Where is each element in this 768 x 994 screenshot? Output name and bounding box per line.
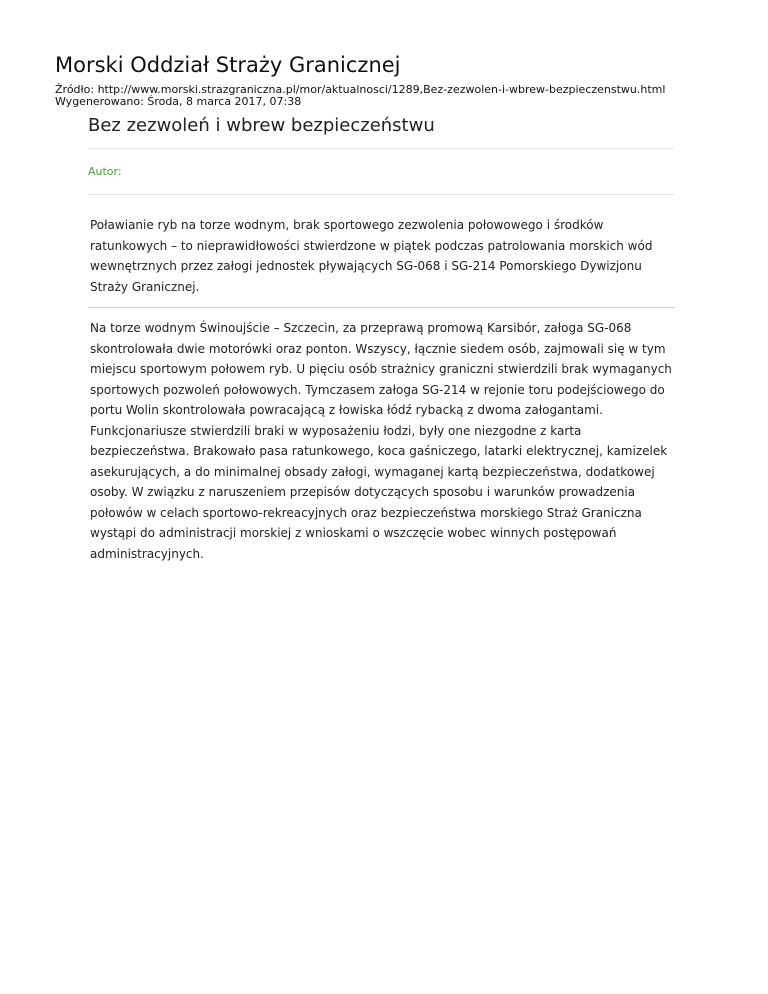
author-divider bbox=[88, 194, 674, 195]
author-label: Autor: bbox=[88, 165, 122, 178]
title-divider bbox=[88, 148, 674, 149]
generated-date: Wygenerowano: Środa, 8 marca 2017, 07:38 bbox=[55, 95, 302, 108]
article-body: Na torze wodnym Świnoujście – Szczecin, za przeprawą promową Karsibór, załoga SG-068 skontrolowała dwie motorówki oraz ponton. Wszyscy, łącznie siedem osób, zajmowali się w tym miejscu sportowym połowem ryb. U pięciu osób strażnicy graniczni stwierdzili brak wymaganych sportowych pozwoleń połowowych. Tymczasem załoga SG-214 w rejonie toru podejściowego do portu Wolin skontrolowała powracającą z łowiska łódź rybacką z dwoma załogantami. Funkcjonariusze stwierdzili braki w wyposażeniu łodzi, były one niezgodne z karta bezpieczeństwa. Brakowało pasa ratunkowego, koca gaśniczego, latarki elektrycznej, kamizelek asekurujących, a do minimalnej obsady załogi, wymaganej kartą bezpieczeństwa, dodatkowej osoby. W związku z naruszeniem przepisów dotyczących sposobu i warunków prowadzenia połowów w celach sportowo-rekreacyjnych oraz bezpieczeństwa morskiego Straż Graniczna wystąpi do administracji morskiej z wnioskami o wszczęcie wobec winnych postępowań administracyjnych. bbox=[90, 321, 672, 561]
print-meta bbox=[55, 84, 665, 108]
article-title: Bez zezwoleń i wbrew bezpieczeństwu bbox=[88, 115, 435, 136]
lead-divider bbox=[88, 307, 674, 308]
source-url: Źródło: http://www.morski.strazgraniczna.pl/mor/aktualnosci/1289,Bez-zezwolen-i-wbrew-bezpieczenstwu.html bbox=[55, 83, 666, 96]
article bbox=[88, 112, 674, 564]
site-title: Morski Oddział Straży Granicznej bbox=[55, 53, 401, 77]
article-lead: Poławianie ryb na torze wodnym, brak sportowego zezwolenia połowowego i środków ratunkowych – to nieprawidłowości stwierdzone w piątek podczas patrolowania morskich wód wewnętrznych przez załogi jednostek pływających SG-068 i SG-214 Pomorskiego Dywizjonu Straży Granicznej. bbox=[90, 218, 653, 294]
